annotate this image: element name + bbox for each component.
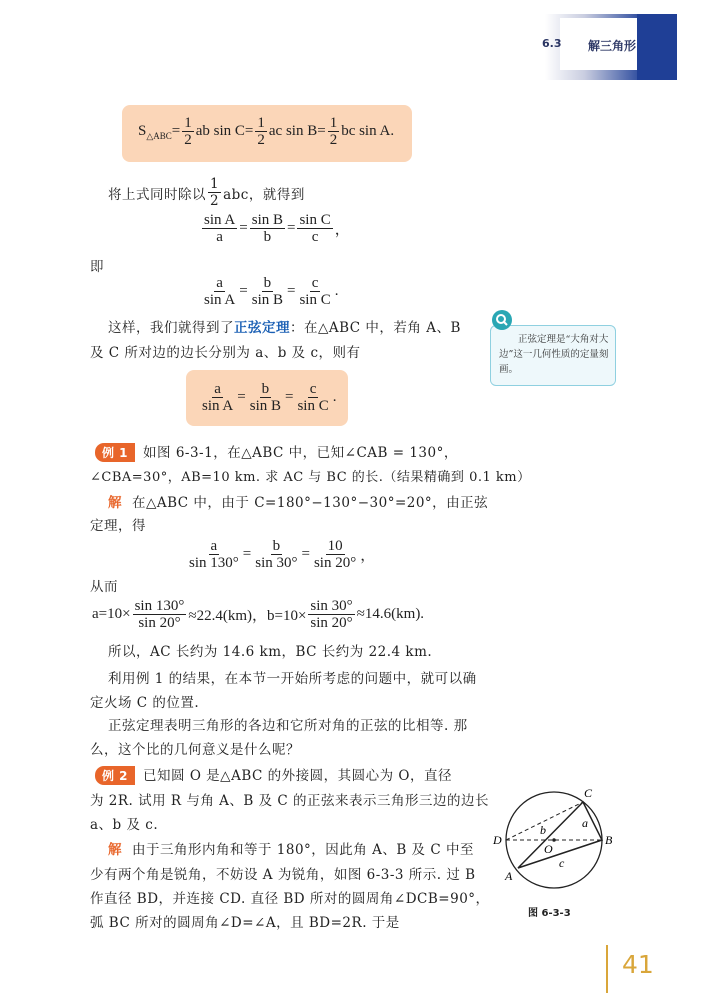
- math-text: 将上式同时除以: [108, 186, 206, 203]
- side-a: a: [582, 816, 588, 830]
- math-text: a=10×: [92, 606, 131, 622]
- fraction: [253, 538, 299, 571]
- fraction: [182, 115, 194, 148]
- fraction: [202, 275, 237, 308]
- side-c: c: [559, 856, 565, 870]
- example1-sol2: 定理，得: [90, 518, 146, 534]
- example1-then: 从而: [90, 579, 118, 595]
- numerator: c: [311, 275, 319, 291]
- section-title: 解三角形: [588, 39, 637, 53]
- example2-badge: 例 2: [95, 766, 135, 785]
- fraction: [312, 538, 358, 571]
- figure-caption: 图 6-3-3: [528, 908, 571, 919]
- math-text: ≈14.6(km).: [356, 606, 425, 622]
- numerator: sin B: [251, 212, 283, 228]
- denominator: sin 30°: [255, 555, 298, 571]
- para-meaning-2: 么，这个比的几何意义是什么呢？: [90, 742, 300, 758]
- math-text: .: [334, 283, 339, 299]
- math-text: ac sin B=: [268, 123, 326, 139]
- fraction: [250, 212, 285, 245]
- theorem-intro-line2: 及 C 所对边的边长分别为 a、b 及 c，则有: [90, 345, 361, 361]
- area-formula: [138, 115, 394, 148]
- fraction: [328, 115, 340, 148]
- math-text: =: [239, 220, 248, 236]
- numerator: 1: [329, 115, 338, 131]
- denominator: 2: [210, 193, 220, 209]
- denominator: 2: [329, 132, 338, 148]
- fraction: [133, 598, 187, 631]
- numerator: b: [272, 538, 281, 554]
- denominator: sin C: [299, 292, 331, 308]
- numerator: 10: [327, 538, 343, 554]
- denominator: 2: [257, 132, 265, 148]
- fraction: [248, 381, 283, 414]
- example2-line2: 为 2R. 试用 R 与角 A、B 及 C 的正弦来表示三角形三边的边长: [90, 793, 490, 809]
- example1-solution: 解 在△ABC 中，由于 C=180°−130°−30°=20°，由正弦: [108, 495, 489, 511]
- math-text: ，: [360, 548, 376, 564]
- example2-solution: 解 由于三角形内角和等于 180°，因此角 A、B 及 C 中至: [108, 842, 474, 858]
- side-note: 正弦定理是“大角对大边”这一几何性质的定量刻画。: [490, 325, 616, 386]
- math-subscript: △ABC: [146, 131, 172, 141]
- page-number: 41: [622, 950, 654, 979]
- denominator: sin B: [249, 398, 281, 414]
- math-text: ≈22.4(km)，b=10×: [188, 608, 307, 624]
- math-text: =: [301, 546, 310, 562]
- math-text: =: [237, 389, 246, 405]
- fraction: [308, 598, 354, 631]
- denominator: c: [311, 229, 319, 245]
- fraction: [200, 381, 235, 414]
- numerator: 1: [257, 115, 265, 131]
- fraction: [297, 212, 332, 245]
- page-number-divider: [606, 945, 608, 993]
- word-ji: 即: [90, 259, 104, 275]
- example2-sol3: 作直径 BD，并连接 CD. 直径 BD 所对的圆周角∠DCB=90°，: [90, 891, 490, 907]
- header-blue-block: [637, 14, 677, 80]
- numerator: a: [214, 381, 221, 397]
- math-text: abc，就得到: [223, 186, 305, 203]
- divide-line: [108, 176, 305, 209]
- math-text: =: [285, 389, 294, 405]
- denominator: sin 130°: [189, 555, 239, 571]
- math-text: ab sin C=: [195, 123, 254, 139]
- numerator: b: [261, 381, 270, 397]
- example1-eq2: [92, 598, 424, 631]
- math-text: bc sin A.: [341, 123, 395, 139]
- side-b: b: [540, 823, 546, 837]
- denominator: sin 20°: [310, 615, 353, 631]
- math-text: ，: [334, 222, 350, 238]
- fraction: [187, 538, 241, 571]
- numerator: sin 30°: [310, 598, 353, 614]
- label-d: D: [493, 833, 502, 847]
- example1-line2: ∠CBA=30°，AB=10 km. 求 AC 与 BC 的长.（结果精确到 0.1 km）: [90, 470, 531, 485]
- denominator: b: [263, 229, 272, 245]
- numerator: sin C: [299, 212, 331, 228]
- magnifier-icon: [492, 310, 512, 330]
- law-of-sines: [198, 381, 336, 414]
- denominator: sin C: [297, 398, 329, 414]
- example1-eq1: [185, 538, 375, 571]
- math-text: =: [287, 220, 296, 236]
- example1-line1: 例 1 如图 6-3-1，在△ABC 中，已知∠CAB = 130°，: [95, 441, 458, 462]
- fraction: [295, 381, 330, 414]
- numerator: 1: [184, 115, 192, 131]
- example2-sol2: 少有两个角是锐角，不妨设 A 为锐角，如图 6-3-3 所示. 过 B: [90, 867, 476, 883]
- side-ratio-equation: [200, 275, 338, 308]
- denominator: sin A: [202, 398, 234, 414]
- theorem-intro: 这样，我们就得到了正弦定理：在△ABC 中，若角 A、B: [108, 320, 461, 336]
- math-text: =: [239, 283, 248, 299]
- example2-sol4: 弧 BC 所对的圆周角∠D=∠A，且 BD=2R. 于是: [90, 915, 400, 931]
- section-number: 6.3: [542, 37, 562, 50]
- example2-line3: a、b 及 c.: [90, 817, 159, 833]
- math-text: .: [332, 389, 337, 405]
- numerator: b: [263, 275, 272, 291]
- sin-ratio-equation: [200, 212, 350, 245]
- label-a: A: [505, 869, 513, 883]
- fraction: [202, 212, 237, 245]
- fraction: [208, 176, 221, 209]
- denominator: sin A: [204, 292, 236, 308]
- numerator: c: [309, 381, 317, 397]
- denominator: a: [216, 229, 223, 245]
- example2-line1: 例 2 已知圆 O 是△ABC 的外接圆，其圆心为 O，直径: [95, 764, 452, 785]
- denominator: sin 20°: [138, 615, 181, 631]
- fraction: [255, 115, 267, 148]
- label-o: O: [544, 842, 553, 856]
- denominator: sin 20°: [313, 555, 357, 571]
- theorem-term: 正弦定理: [234, 320, 290, 336]
- math-text: =: [242, 546, 252, 562]
- para-meaning-1: 正弦定理表明三角形的各边和它所对角的正弦的比相等. 那: [108, 718, 468, 734]
- numerator: sin 130°: [134, 598, 185, 614]
- example1-badge: 例 1: [95, 443, 135, 462]
- fraction: [297, 275, 332, 308]
- example1-conclusion: 所以，AC 长约为 14.6 km，BC 长约为 22.4 km.: [108, 644, 433, 660]
- math-text: =: [171, 123, 181, 139]
- denominator: sin B: [251, 292, 283, 308]
- label-b: B: [605, 833, 613, 847]
- math-text: S: [138, 123, 147, 139]
- math-text: =: [287, 283, 296, 299]
- fraction: [250, 275, 285, 308]
- numerator: 1: [210, 176, 220, 192]
- numerator: sin A: [204, 212, 236, 228]
- circumcircle-figure: [485, 780, 625, 895]
- numerator: a: [210, 538, 218, 554]
- para-use-1: 利用例 1 的结果，在本节一开始所考虑的问题中，就可以确: [108, 671, 477, 687]
- label-c: C: [584, 786, 593, 800]
- para-use-2: 定火场 C 的位置.: [90, 695, 200, 711]
- numerator: a: [216, 275, 223, 291]
- denominator: 2: [184, 132, 192, 148]
